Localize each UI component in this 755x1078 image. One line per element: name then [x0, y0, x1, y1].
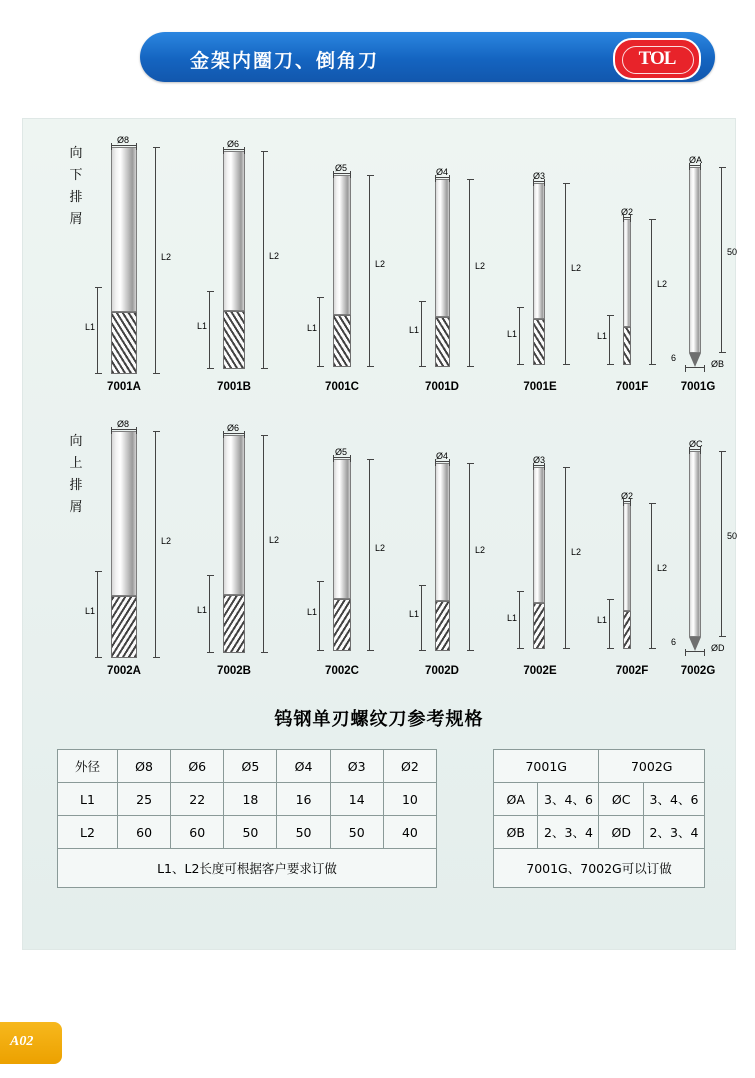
cell-l1-3: 16	[277, 783, 330, 816]
label-l1-7002f: L1	[597, 615, 608, 625]
brand-logo	[613, 38, 701, 80]
name-7002d: 7002D	[425, 665, 459, 677]
row-header-l1: L1	[58, 783, 118, 816]
table-row	[494, 816, 705, 849]
table-row	[58, 849, 437, 888]
page-number: A02	[10, 1034, 34, 1049]
label-l1-7001f: L1	[597, 331, 608, 341]
left-table-note: L1、L2长度可根据客户要求订做	[58, 849, 437, 888]
row1-side-label: 向 下 排 屑	[69, 146, 83, 227]
table-row	[58, 750, 437, 783]
cell-dia-5: Ø2	[383, 750, 436, 783]
label-l2-7001a: L2	[161, 252, 172, 262]
cell-l2-0: 60	[118, 816, 171, 849]
name-7001a: 7001A	[107, 381, 141, 393]
label-dia-7002f: Ø2	[621, 491, 634, 501]
label-l1-7002e: L1	[507, 613, 518, 623]
label-tipdia-7001g: ØB	[711, 359, 725, 369]
name-7002e: 7002E	[523, 665, 557, 677]
cell-l1-5: 10	[383, 783, 436, 816]
cell-dia-4: Ø3	[330, 750, 383, 783]
label-l2-7002e: L2	[571, 547, 582, 557]
cell-val-a: 3、4、6	[538, 783, 599, 816]
label-l2-7002b: L2	[269, 535, 280, 545]
cell-l1-2: 18	[224, 783, 277, 816]
label-l1-7002g: 6	[671, 637, 677, 647]
label-l1-7002c: L1	[307, 607, 318, 617]
label-l1-7002b: L1	[197, 605, 208, 615]
table-row	[58, 783, 437, 816]
name-7002f: 7002F	[615, 665, 649, 677]
table-row	[494, 783, 705, 816]
label-tipdia-7002g: ØD	[711, 643, 725, 653]
name-7002c: 7002C	[325, 665, 359, 677]
label-dia-7002c: Ø5	[335, 447, 348, 457]
cell-l1-4: 14	[330, 783, 383, 816]
label-dia-7001g: ØA	[689, 155, 703, 165]
cell-l2-1: 60	[171, 816, 224, 849]
name-7001f: 7001F	[615, 381, 649, 393]
name-7001g: 7001G	[680, 381, 716, 393]
label-l2-7001d: L2	[475, 261, 486, 271]
cell-dia-2: Ø5	[224, 750, 277, 783]
label-dia-7001f: Ø2	[621, 207, 634, 217]
label-l2-7002g: 50	[727, 531, 738, 541]
cell-val-b: 2、3、4	[538, 816, 599, 849]
label-l1-7001c: L1	[307, 323, 318, 333]
label-dia-7002e: Ø3	[533, 455, 546, 465]
name-7001c: 7001C	[325, 381, 359, 393]
label-l2-7001e: L2	[571, 263, 582, 273]
label-l1-7001b: L1	[197, 321, 208, 331]
cell-dia-1: Ø6	[171, 750, 224, 783]
label-dia-7001e: Ø3	[533, 171, 546, 181]
label-dia-7001a: Ø8	[117, 135, 130, 145]
cell-l2-5: 40	[383, 816, 436, 849]
label-dia-7002d: Ø4	[436, 451, 449, 461]
cell-l1-1: 22	[171, 783, 224, 816]
right-table-note: 7001G、7002G可以订做	[494, 849, 705, 888]
cell-key-d: ØD	[599, 816, 643, 849]
label-l1-7001g: 6	[671, 353, 677, 363]
label-l2-7001f: L2	[657, 279, 668, 289]
col-header-7002g: 7002G	[599, 750, 705, 783]
name-7001e: 7001E	[523, 381, 557, 393]
cell-val-c: 3、4、6	[643, 783, 704, 816]
label-l2-7001b: L2	[269, 251, 280, 261]
page-title: 金架内圈刀、倒角刀	[190, 50, 380, 72]
name-7002a: 7002A	[107, 665, 141, 677]
brand-logo-text: TOL	[638, 48, 676, 69]
label-dia-7002g: ØC	[689, 439, 703, 449]
name-7001b: 7001B	[217, 381, 251, 393]
label-dia-7002b: Ø6	[227, 423, 240, 433]
label-dia-7002a: Ø8	[117, 419, 130, 429]
spec-table-right	[493, 749, 705, 888]
cell-key-c: ØC	[599, 783, 643, 816]
label-l2-7002a: L2	[161, 536, 172, 546]
label-l1-7001e: L1	[507, 329, 518, 339]
label-l1-7001a: L1	[85, 322, 96, 332]
cell-l2-3: 50	[277, 816, 330, 849]
col-header-7001g: 7001G	[494, 750, 599, 783]
table-row	[494, 750, 705, 783]
label-l1-7002a: L1	[85, 606, 96, 616]
name-7002g: 7002G	[680, 665, 716, 677]
row-header-l2: L2	[58, 816, 118, 849]
name-7001d: 7001D	[425, 381, 459, 393]
label-l2-7002d: L2	[475, 545, 486, 555]
page-number-tab	[0, 1022, 62, 1064]
label-l1-7002d: L1	[409, 609, 420, 619]
cell-l1-0: 25	[118, 783, 171, 816]
table-row	[494, 849, 705, 888]
label-l2-7001c: L2	[375, 259, 386, 269]
label-l2-7002c: L2	[375, 543, 386, 553]
cell-dia-3: Ø4	[277, 750, 330, 783]
cell-key-b: ØB	[494, 816, 538, 849]
cell-l2-4: 50	[330, 816, 383, 849]
cell-key-a: ØA	[494, 783, 538, 816]
label-dia-7001b: Ø6	[227, 139, 240, 149]
cell-l2-2: 50	[224, 816, 277, 849]
product-diagram-panel	[22, 118, 736, 950]
label-l2-7002f: L2	[657, 563, 668, 573]
table-row	[58, 816, 437, 849]
cell-dia-0: Ø8	[118, 750, 171, 783]
label-dia-7001c: Ø5	[335, 163, 348, 173]
name-7002b: 7002B	[217, 665, 251, 677]
cell-val-d: 2、3、4	[643, 816, 704, 849]
label-dia-7001d: Ø4	[436, 167, 449, 177]
page-header	[140, 32, 715, 82]
spec-table-title: 钨钢单刃螺纹刀参考规格	[274, 709, 484, 730]
spec-table-left	[57, 749, 437, 888]
row-header-outer-dia: 外径	[58, 750, 118, 783]
label-l2-7001g: 50	[727, 247, 738, 257]
label-l1-7001d: L1	[409, 325, 420, 335]
row2-side-label: 向 上 排 屑	[69, 434, 83, 515]
